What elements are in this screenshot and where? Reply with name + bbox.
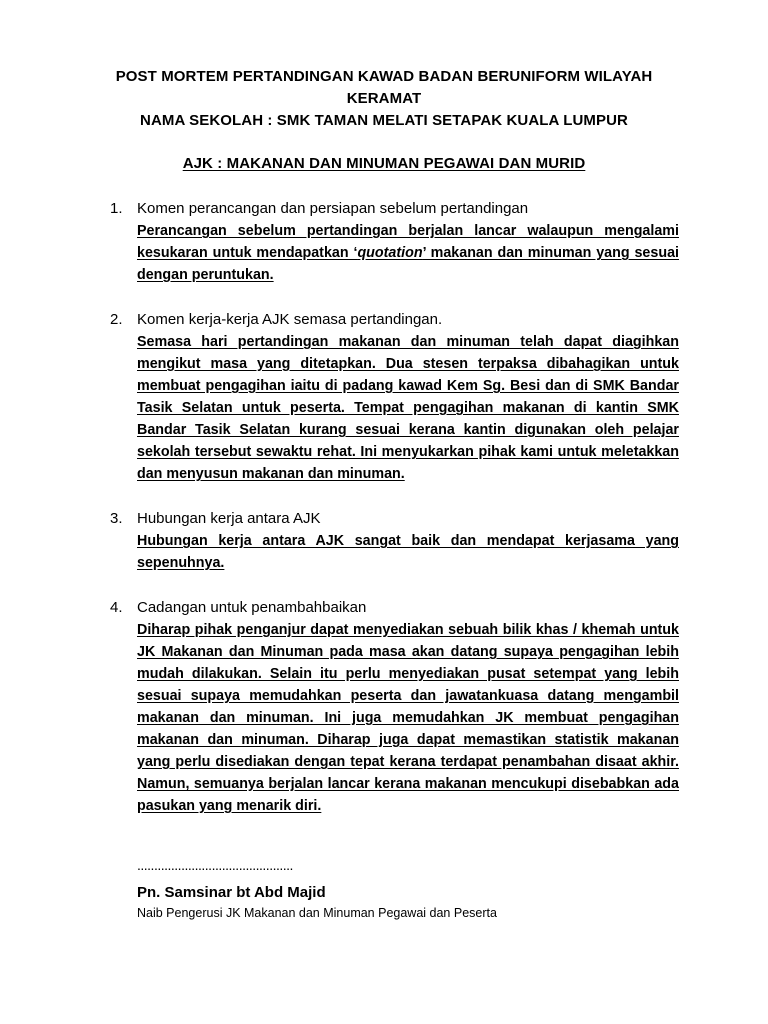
- title-line-1: POST MORTEM PERTANDINGAN KAWAD BADAN BERUNIFORM WILAYAH: [115, 68, 653, 85]
- title-line-2: KERAMAT: [346, 90, 422, 107]
- section-question: Hubungan kerja antara AJK: [137, 510, 321, 527]
- section-answer: [137, 220, 679, 286]
- signatory-role: Naib Pengerusi JK Makanan dan Minuman Pegawai dan Peserta: [137, 906, 497, 920]
- section-question: Cadangan untuk penambahbaikan: [137, 599, 367, 616]
- answer-italic-word: quotation: [357, 245, 423, 261]
- section-answer: Diharap pihak penganjur dapat menyediakan sebuah bilik khas / khemah untuk JK Makanan dan Minuman pada masa akan datang supaya pengagihan lebih mudah dilakukan. Selain itu perlu menyediakan pusat setempat yang lebih sesuai supaya memudahkan peserta dan jawatankuasa datang mengambil makanan dan minuman. Ini juga memudahkan JK membuat pengagihan makanan dan minuman. Diharap juga dapat memastikan statistik makanan yang perlu disediakan dengan tepat kerana terdapat penambahan disaat akhir. Namun, semuanya berjalan lancar kerana makanan mencukupi disebabkan ada pasukan yang menarik diri.: [137, 622, 679, 814]
- school-name: NAMA SEKOLAH : SMK TAMAN MELATI SETAPAK KUALA LUMPUR: [140, 112, 628, 129]
- section-number: 4.: [110, 599, 123, 616]
- answer-text-part-1: Perancangan sebelum pertandingan berjalan lancar walaupun mengalami kesukaran untuk mendapatkan ‘: [137, 223, 679, 261]
- section-number: 2.: [110, 311, 123, 328]
- section-question: Komen kerja-kerja AJK semasa pertandingan.: [137, 311, 443, 328]
- section-answer: Semasa hari pertandingan makanan dan minuman telah dapat diagihkan mengikut masa yang ditetapkan. Dua stesen terpaksa dibahagikan untuk membuat pengagihan iaitu di padang kawad Kem Sg. Besi dan di SMK Bandar Tasik Selatan untuk peserta. Tempat pengagihan makanan di kantin SMK Bandar Tasik Selatan kurang sesuai kerana kantin digunakan oleh pelajar sekolah tersebut sewaktu rehat. Ini menyukarkan pihak kami untuk meletakkan dan menyusun makanan dan minuman.: [137, 334, 679, 482]
- signature-line: ..............................................: [137, 857, 293, 873]
- section-number: 3.: [110, 510, 123, 527]
- section-question: Komen perancangan dan persiapan sebelum pertandingan: [137, 200, 529, 217]
- answer-text-part-2: ’ makanan dan minuman yang sesuai dengan peruntukan.: [137, 245, 679, 283]
- section-number: 1.: [110, 200, 123, 217]
- signatory-name: Pn. Samsinar bt Abd Majid: [137, 884, 326, 901]
- committee-heading: AJK : MAKANAN DAN MINUMAN PEGAWAI DAN MURID: [182, 155, 586, 172]
- section-answer: Hubungan kerja antara AJK sangat baik dan mendapat kerjasama yang sepenuhnya.: [137, 533, 679, 571]
